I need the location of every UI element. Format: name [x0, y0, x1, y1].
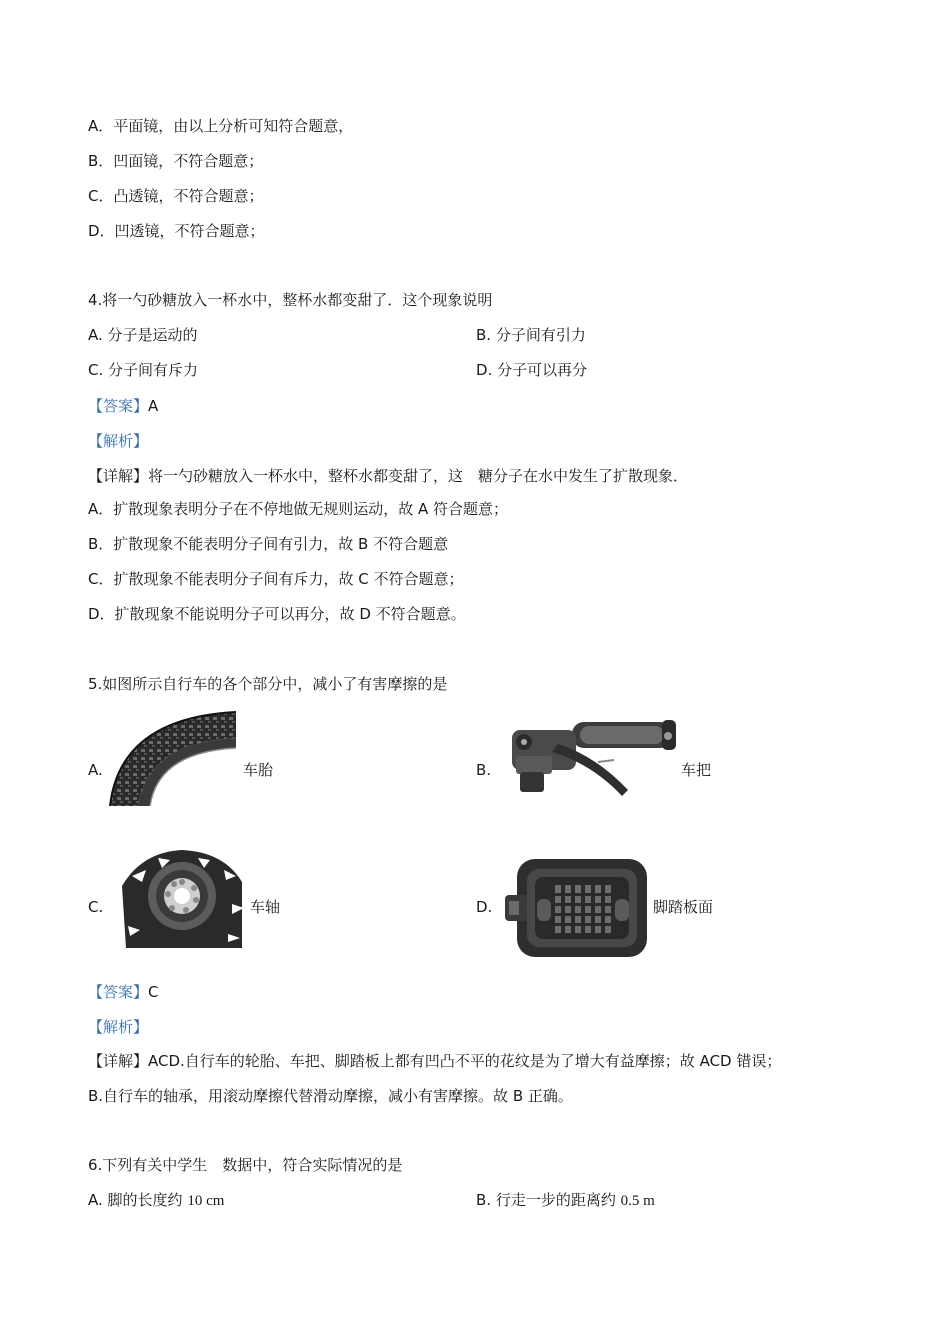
option-value: 0.5 m — [620, 1193, 655, 1209]
q3-option-c: C．凸透镜，不符合题意； — [88, 187, 264, 205]
q5-option-a-caption: 车胎 — [243, 761, 274, 779]
q5-detail — [88, 1051, 781, 1071]
q4-explain-c: C．扩散现象不能表明分子间有斥力，故 C 不符合题意； — [88, 570, 464, 588]
q4-explain-b: B．扩散现象不能表明分子间有引力，故 B 不符合题意 — [88, 535, 449, 553]
q5-option-b-letter: B. — [476, 761, 492, 779]
q4-analysis-tag: 【解析】 — [88, 432, 149, 450]
q5-analysis-tag: 【解析】 — [88, 1018, 149, 1036]
q4-answer — [88, 396, 158, 416]
q5-option-c-caption: 车轴 — [250, 898, 281, 916]
q4-option-b: B. 分子间有引力 — [476, 326, 586, 344]
detail-tag: 【详解】 — [88, 467, 149, 485]
q5-option-d-caption: 脚踏板面 — [653, 898, 714, 916]
option-value: 10 cm — [187, 1193, 225, 1209]
q5-answer — [88, 982, 159, 1002]
q4-detail — [88, 466, 688, 486]
q4-option-d: D. 分子可以再分 — [476, 361, 588, 379]
q3-option-d: D．凹透镜，不符合题意； — [88, 222, 265, 240]
axle-icon — [112, 846, 248, 948]
answer-tag: 【答案】 — [88, 983, 149, 1001]
answer-tag: 【答案】 — [88, 397, 149, 415]
detail-text: 将一勺砂糖放入一杯水中，整杯水都变甜了，这 糖分子在水中发生了扩散现象． — [148, 467, 689, 485]
q5-stem: 5.如图所示自行车的各个部分中，减小了有害摩擦的是 — [88, 675, 448, 693]
q4-option-a: A. 分子是运动的 — [88, 326, 198, 344]
q6-stem: 6.下列有关中学生 数据中，符合实际情况的是 — [88, 1156, 403, 1174]
q3-option-b: B．凹面镜，不符合题意； — [88, 152, 264, 170]
option-label: B. 行走一步的距离约 — [476, 1191, 616, 1209]
q3-option-a: A．平面镜，由以上分析可知符合题意， — [88, 117, 354, 135]
q5-option-c-letter: C. — [88, 898, 104, 916]
q4-option-c: C. 分子间有斥力 — [88, 361, 199, 379]
q6-option-a — [88, 1190, 224, 1211]
pedal-icon — [503, 855, 651, 959]
q4-stem: 4.将一勺砂糖放入一杯水中，整杯水都变甜了．这个现象说明 — [88, 291, 493, 309]
detail-tag: 【详解】 — [88, 1052, 149, 1070]
detail-text: ACD.自行车的轮胎、车把、脚踏板上都有凹凸不平的花纹是为了增大有益摩擦；故 ACD 错误； — [148, 1052, 782, 1070]
option-label: A. 脚的长度约 — [88, 1191, 183, 1209]
q5-option-b-caption: 车把 — [681, 761, 712, 779]
q6-option-b — [476, 1190, 655, 1211]
q4-explain-a: A．扩散现象表明分子在不停地做无规则运动，故 A 符合题意； — [88, 500, 509, 518]
q4-explain-d: D．扩散现象不能说明分子可以再分，故 D 不符合题意。 — [88, 605, 466, 623]
q5-detail-2: B.自行车的轴承，用滚动摩擦代替滑动摩擦，减小有害摩擦。故 B 正确。 — [88, 1087, 573, 1105]
q5-option-d-letter: D. — [476, 898, 493, 916]
tire-icon — [108, 708, 238, 806]
answer-value: A — [148, 397, 159, 415]
q5-option-a-letter: A. — [88, 761, 103, 779]
handlebar-icon — [502, 712, 682, 806]
answer-value: C — [148, 983, 159, 1001]
